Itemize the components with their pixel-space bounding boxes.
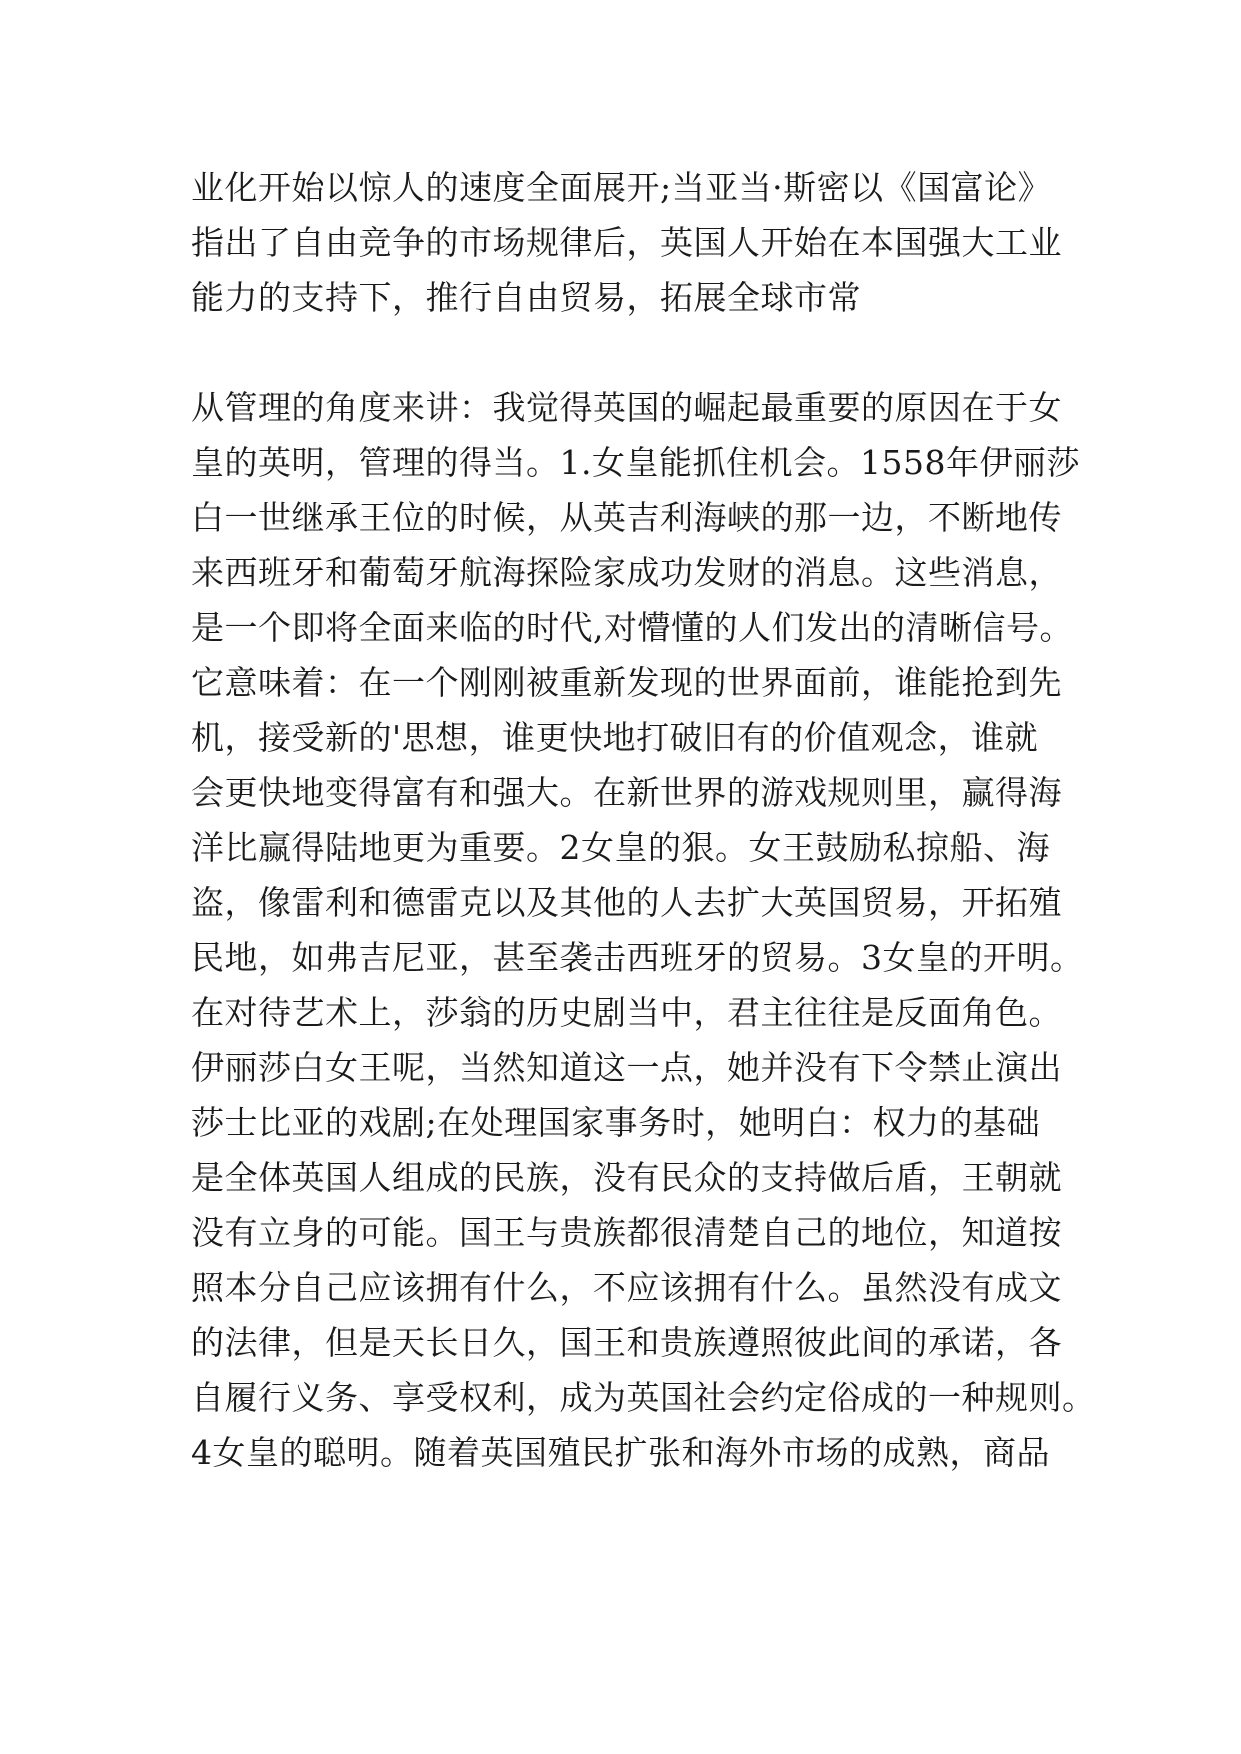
text-line: 是全体英国人组成的民族，没有民众的支持做后盾，王朝就 bbox=[191, 1158, 1062, 1197]
text-line: 指出了自由竞争的市场规律后，英国人开始在本国强大工业 bbox=[191, 223, 1062, 262]
text-line: 的法律，但是天长日久，国王和贵族遵照彼此间的承诺，各 bbox=[191, 1323, 1062, 1362]
text-line: 自履行义务、享受权利，成为英国社会约定俗成的一种规则。 bbox=[191, 1378, 1096, 1417]
text-line: 来西班牙和葡萄牙航海探险家成功发财的消息。这些消息， bbox=[191, 553, 1062, 592]
text-line: 皇的英明，管理的得当。1.女皇能抓住机会。1558年伊丽莎 bbox=[191, 443, 1080, 482]
text-line: 没有立身的可能。国王与贵族都很清楚自己的地位，知道按 bbox=[191, 1213, 1062, 1252]
text-line: 在对待艺术上，莎翁的历史剧当中，君主往往是反面角色。 bbox=[191, 993, 1062, 1032]
text-line: 白一世继承王位的时候，从英吉利海峡的那一边，不断地传 bbox=[191, 498, 1062, 537]
text-line: 能力的支持下，推行自由贸易，拓展全球市常 bbox=[191, 278, 861, 317]
text-line: 照本分自己应该拥有什么，不应该拥有什么。虽然没有成文 bbox=[191, 1268, 1062, 1307]
text-line: 会更快地变得富有和强大。在新世界的游戏规则里，赢得海 bbox=[191, 773, 1062, 812]
text-line: 从管理的角度来讲：我觉得英国的崛起最重要的原因在于女 bbox=[191, 388, 1062, 427]
text-line: 机，接受新的'思想，谁更快地打破旧有的价值观念，谁就 bbox=[191, 718, 1039, 757]
text-line: 民地，如弗吉尼亚，甚至袭击西班牙的贸易。3女皇的开明。 bbox=[191, 938, 1084, 977]
text-line: 洋比赢得陆地更为重要。2女皇的狠。女王鼓励私掠船、海 bbox=[191, 828, 1050, 867]
text-line: 业化开始以惊人的速度全面展开;当亚当·斯密以《国富论》 bbox=[191, 168, 1052, 207]
text-line: 4女皇的聪明。随着英国殖民扩张和海外市场的成熟，商品 bbox=[191, 1433, 1050, 1472]
text-line: 盗，像雷利和德雷克以及其他的人去扩大英国贸易，开拓殖 bbox=[191, 883, 1062, 922]
text-line: 莎士比亚的戏剧;在处理国家事务时，她明白：权力的基础 bbox=[191, 1103, 1041, 1142]
text-line: 它意味着：在一个刚刚被重新发现的世界面前，谁能抢到先 bbox=[191, 663, 1062, 702]
text-line: 是一个即将全面来临的时代,对懵懂的人们发出的清晰信号。 bbox=[191, 608, 1073, 647]
text-line: 伊丽莎白女王呢，当然知道这一点，她并没有下令禁止演出 bbox=[191, 1048, 1062, 1087]
